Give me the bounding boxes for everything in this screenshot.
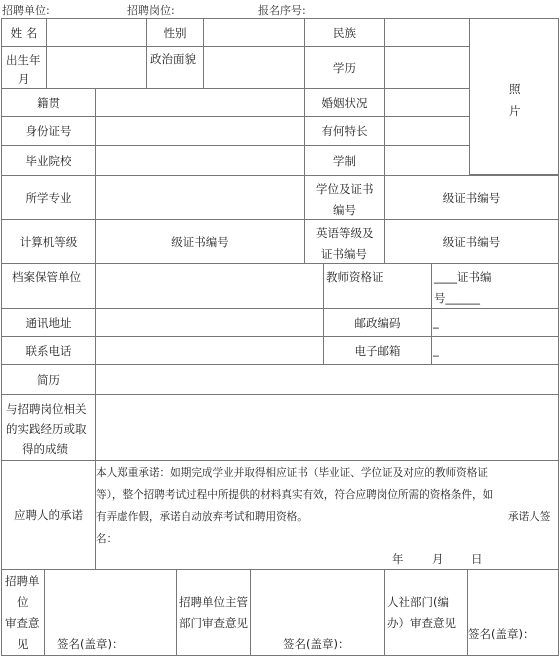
gender-field[interactable]	[203, 18, 305, 47]
native-label: 籍贯	[1, 88, 96, 117]
photo-area[interactable]	[469, 18, 559, 175]
teacher-cert-label	[323, 263, 432, 309]
archive-text: 档案保管单位	[12, 270, 81, 284]
id-card-field[interactable]	[95, 116, 305, 146]
review-hr-1: 人社部门(编	[387, 595, 449, 609]
photo-label-2: 片	[509, 104, 521, 118]
serial-number-label: 报名序号:	[258, 4, 306, 17]
review-dept-label	[176, 569, 251, 656]
degree-cert-field[interactable]: 级证书编号	[384, 175, 559, 220]
ethnicity-field[interactable]	[384, 18, 470, 47]
degree-label-2: 编号	[333, 203, 356, 217]
date-month: 月	[432, 552, 444, 566]
review-unit-label	[1, 569, 45, 656]
review-dept-sign: 签名(盖章)：	[283, 637, 350, 651]
birth-label-2: 月	[18, 72, 30, 86]
degree-label-1: 学位及证书	[316, 182, 374, 196]
commitment-label: 应聘人的承诺	[1, 460, 96, 570]
major-label: 所学专业	[1, 175, 96, 220]
computer-cert-field[interactable]: 级证书编号	[95, 219, 305, 264]
review-dept-1: 招聘单位主管	[179, 595, 248, 609]
review-unit-2: 位	[17, 595, 29, 609]
school-label: 毕业院校	[1, 145, 96, 176]
education-field[interactable]	[384, 46, 470, 89]
birth-label-1: 出生年	[6, 53, 41, 67]
english-label-2: 证书编号	[321, 247, 367, 261]
recruit-unit-label: 招聘单位:	[2, 4, 50, 17]
postcode-blank: _	[433, 315, 439, 329]
name-label: 姓 名	[1, 18, 47, 47]
specialty-field[interactable]	[384, 116, 470, 146]
experience-label-1: 与招聘岗位相关	[6, 402, 87, 416]
phone-field[interactable]	[95, 336, 324, 365]
commitment-signer: 承诺人签	[508, 511, 551, 523]
review-unit-sign: 签名(盖章)：	[57, 637, 124, 651]
photo-label-1: 照	[509, 82, 521, 96]
review-dept-field[interactable]	[250, 569, 385, 656]
schooling-field[interactable]	[384, 145, 470, 176]
phone-label: 联系电话	[1, 336, 96, 365]
ethnicity-label: 民族	[304, 18, 385, 47]
teacher-cert-no-1: ____证书编	[434, 270, 492, 284]
form-header	[0, 0, 560, 18]
commitment-signer-2: 名：	[96, 533, 118, 545]
archive-label	[1, 263, 96, 309]
address-field[interactable]	[95, 308, 324, 337]
marital-field[interactable]	[384, 88, 470, 117]
date-year: 年	[392, 552, 404, 566]
teacher-cert-no-field[interactable]	[431, 263, 559, 309]
teacher-cert-no-2: 号______	[434, 291, 480, 305]
school-field[interactable]	[95, 145, 305, 176]
birth-label	[1, 46, 47, 89]
review-hr-label	[384, 569, 468, 656]
review-unit-1: 招聘单	[5, 574, 40, 588]
education-label: 学历	[304, 46, 385, 89]
experience-label	[1, 394, 96, 461]
postcode-field[interactable]	[431, 308, 559, 337]
degree-label	[304, 175, 385, 220]
date-day: 日	[471, 552, 483, 566]
commitment-line-3: 有弄虚作假，承诺自动放弃考试和聘用资格。	[96, 511, 308, 523]
political-text: 政治面貌	[150, 52, 196, 66]
schooling-label: 学制	[304, 145, 385, 176]
review-dept-2: 部门审查意见	[179, 616, 248, 630]
postcode-label: 邮政编码	[323, 308, 432, 337]
address-label: 通讯地址	[1, 308, 96, 337]
native-field[interactable]	[95, 88, 305, 117]
experience-field[interactable]	[95, 394, 559, 461]
major-field[interactable]	[95, 175, 305, 220]
birth-field[interactable]	[46, 46, 147, 89]
id-card-label: 身份证号	[1, 116, 96, 146]
specialty-label: 有何特长	[304, 116, 385, 146]
archive-field[interactable]	[95, 263, 324, 309]
computer-label: 计算机等级	[1, 219, 96, 264]
commitment-line-1: 本人郑重承诺：如期完成学业并取得相应证书（毕业证、学位证及对应的教师资格证	[96, 467, 488, 479]
email-blank: _	[433, 343, 439, 357]
experience-label-2: 的实践经历或取	[6, 422, 87, 436]
political-label	[146, 46, 204, 89]
review-unit-4: 见	[17, 637, 29, 651]
name-field[interactable]	[46, 18, 147, 47]
resume-label: 简历	[1, 364, 96, 395]
marital-label: 婚姻状况	[304, 88, 385, 117]
english-cert-field[interactable]: 级证书编号	[384, 219, 559, 264]
political-field[interactable]	[203, 46, 305, 89]
review-unit-field[interactable]	[44, 569, 177, 656]
review-hr-sign: 签名(盖章)：	[468, 627, 535, 641]
gender-label: 性别	[146, 18, 204, 47]
review-hr-2: 办）审查意见	[387, 616, 456, 630]
english-label-1: 英语等级及	[316, 226, 374, 240]
recruit-position-label: 招聘岗位:	[127, 4, 175, 17]
resume-field[interactable]	[95, 364, 559, 395]
experience-label-3: 得的成绩	[22, 442, 68, 456]
review-hr-field[interactable]	[467, 569, 559, 656]
email-label: 电子邮箱	[323, 336, 432, 365]
commitment-text-box	[95, 460, 559, 570]
commitment-line-2: 等），整个招聘考试过程中所提供的材料真实有效，符合应聘岗位所需的资格条件，如	[96, 489, 494, 501]
teacher-cert-text: 教师资格证	[326, 270, 384, 284]
english-label	[304, 219, 385, 264]
review-unit-3: 审查意	[5, 616, 40, 630]
email-field[interactable]	[431, 336, 559, 365]
